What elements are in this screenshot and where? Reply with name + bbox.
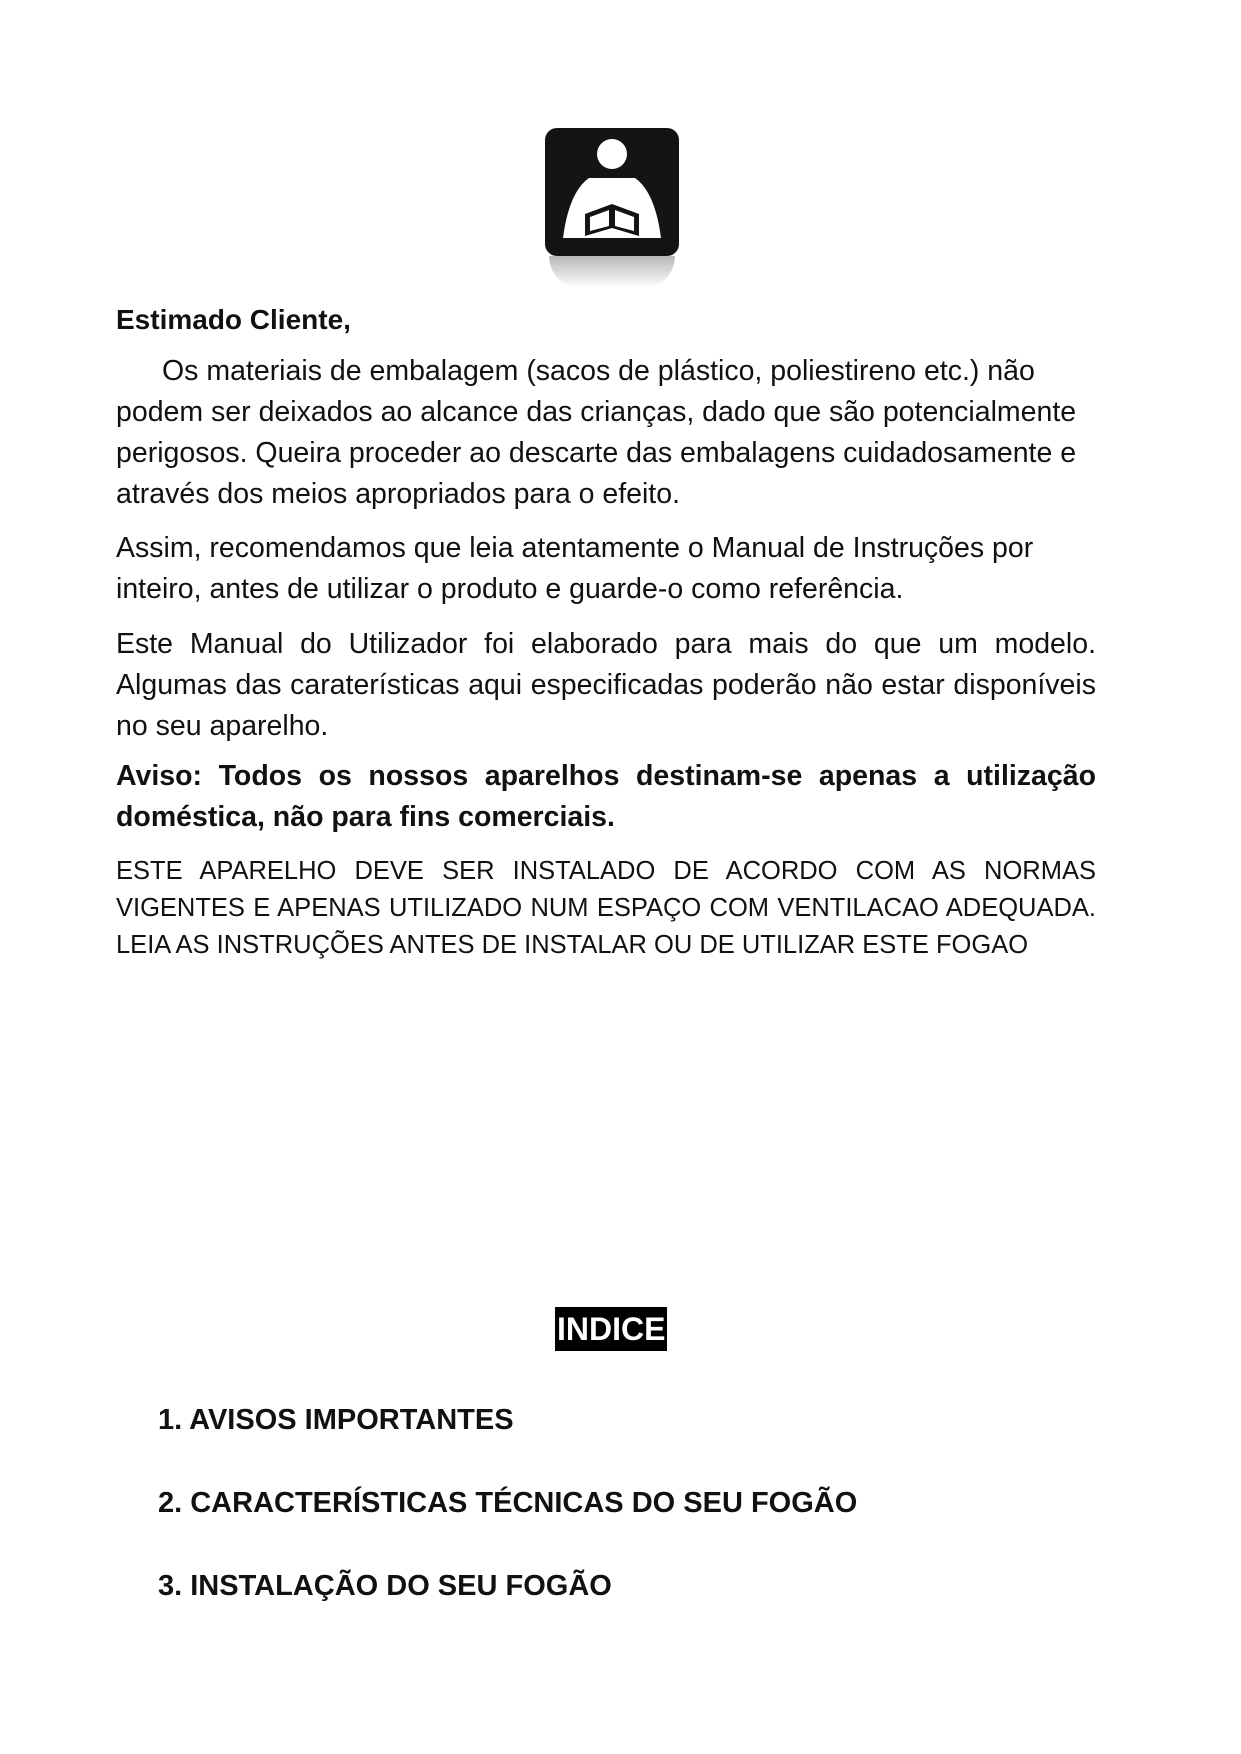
table-of-contents (158, 1400, 857, 1649)
multi-model-paragraph: Este Manual do Utilizador foi elaborado para mais do que um modelo. Algumas das caraterísticas aqui especificadas poderão não estar disponíveis no seu aparelho. (116, 628, 1096, 742)
installation-notice: ESTE APARELHO DEVE SER INSTALADO DE ACORDO COM AS NORMAS VIGENTES E APENAS UTILIZADO NUM ESPAÇO COM VENTILACAO ADEQUADA. LEIA AS INSTRUÇÕES ANTES DE INSTALAR OU DE UTILIZAR ESTE FOGAO (116, 857, 1096, 959)
reader-icon-reflection (549, 256, 675, 288)
greeting: Estimado Cliente, (116, 304, 351, 335)
index-title: INDICE (555, 1307, 667, 1351)
packaging-paragraph: Os materiais de embalagem (sacos de plástico, poliestireno etc.) não podem ser deixados ao alcance das crianças, dado que são potencialmente perigosos. Queira proceder ao descarte das embalagens cuidadosamente e através dos meios apropriados para o efeito. (116, 355, 1077, 510)
toc-item: 2. CARACTERÍSTICAS TÉCNICAS DO SEU FOGÃO (158, 1487, 858, 1519)
reader-figure-icon (545, 128, 679, 256)
toc-item: 3. INSTALAÇÃO DO SEU FOGÃO (158, 1570, 612, 1602)
domestic-use-warning: Aviso: Todos os nossos aparelhos destinam-se apenas a utilização doméstica, não para fins comerciais. (116, 760, 1096, 833)
read-manual-paragraph: Assim, recomendamos que leia atentamente o Manual de Instruções por inteiro, antes de utilizar o produto e guarde-o como referência. (116, 532, 1034, 605)
reader-icon (545, 128, 679, 288)
reader-icon-box (545, 128, 679, 256)
toc-item: 1. AVISOS IMPORTANTES (158, 1404, 514, 1436)
